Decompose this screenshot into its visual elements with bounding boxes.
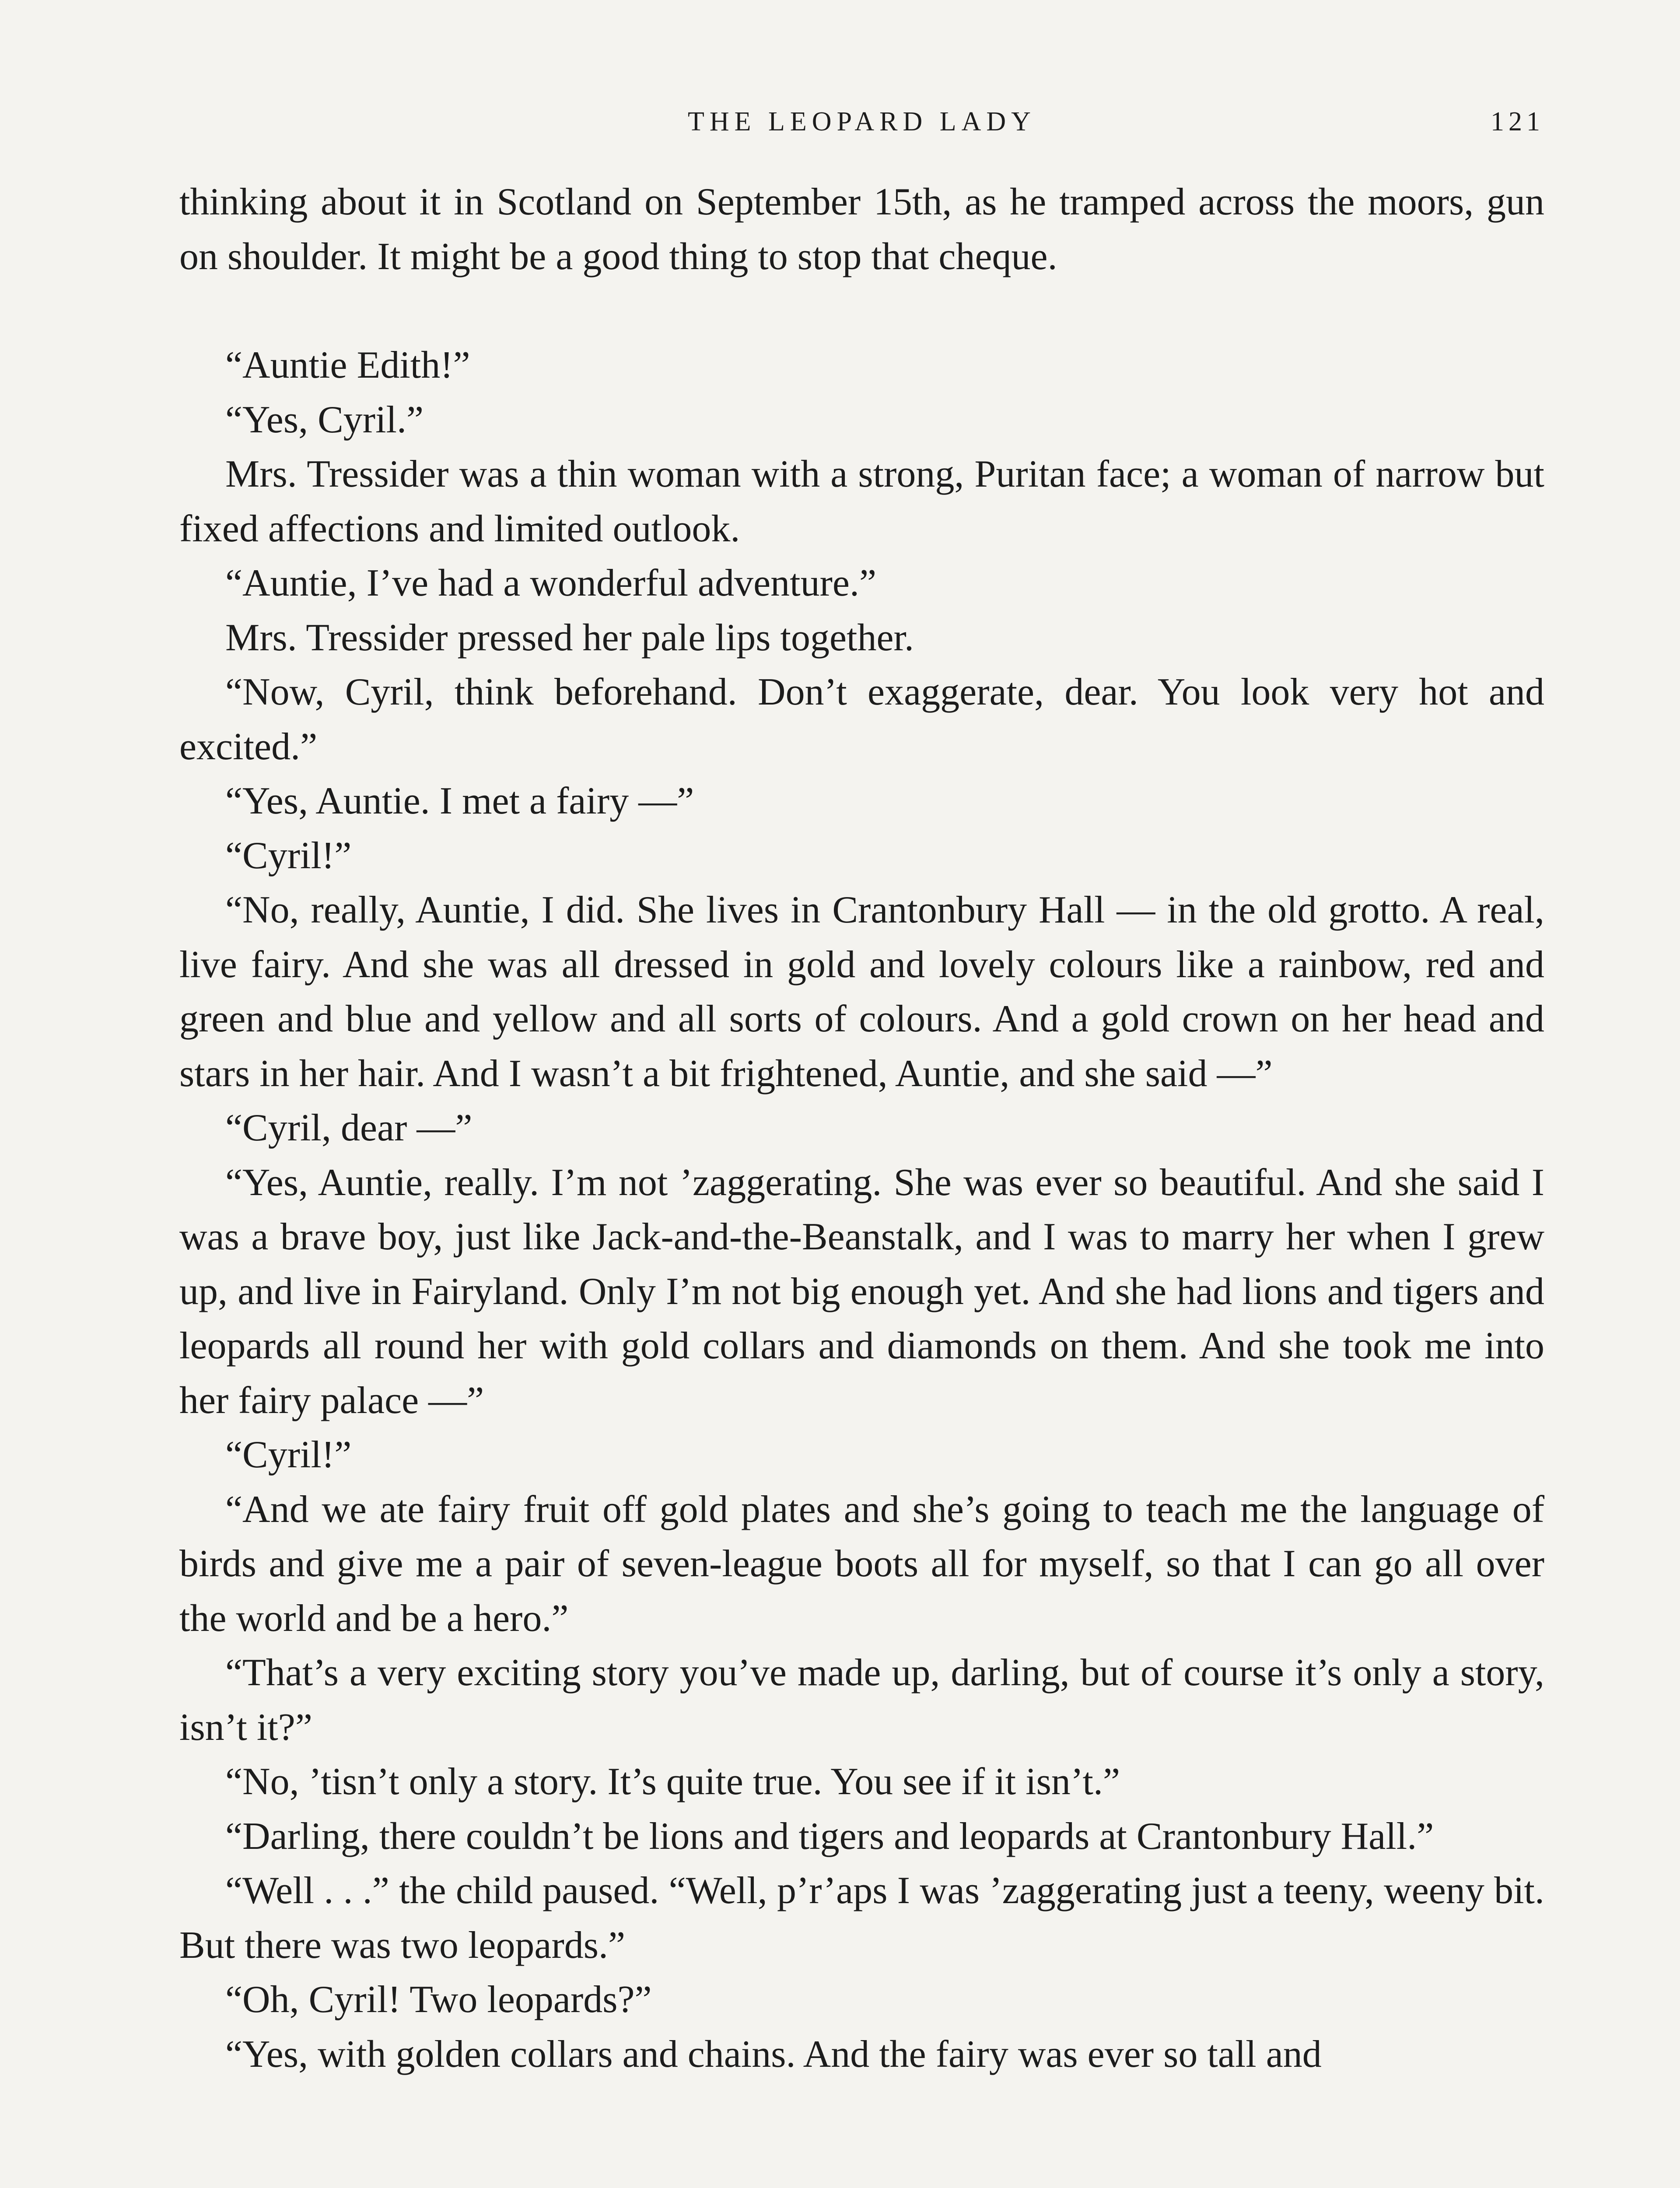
paragraph: “Yes, Auntie. I met a fairy —”	[225, 780, 694, 822]
paragraph: “Cyril!”	[225, 1434, 352, 1476]
page-header	[179, 100, 1544, 152]
paragraph: “No, ’tisn’t only a story. It’s quite true. You see if it isn’t.”	[225, 1760, 1120, 1803]
paragraph: thinking about it in Scotland on September 15th, as he tramped across the moors, gun on shoulder. It might be a good thing to stop that cheque.	[179, 181, 1544, 278]
paragraph: “Yes, Auntie, really. I’m not ’zaggerating. She was ever so beautiful. And she said I was a brave boy, just like Jack-and-the-Beanstalk, and I was to marry her when I grew up, and live in Fairyland. Only I’m not big enough yet. And she had lions and tigers and leopards all round her with gold collars and diamonds on them. And she took me into her fairy palace —”	[179, 1161, 1544, 1422]
paragraph: Mrs. Tressider pressed her pale lips together.	[225, 616, 914, 659]
paragraph: “Cyril, dear —”	[225, 1107, 472, 1149]
body-text	[179, 175, 1544, 2082]
paragraph: “And we ate fairy fruit off gold plates and she’s going to teach me the language of birds and give me a pair of seven-league boots all for myself, so that I can go all over the world and be a hero.”	[179, 1488, 1544, 1640]
paragraph: “Well . . .” the child paused. “Well, p’r’aps I was ’zaggerating just a teeny, weeny bit. But there was two leopards.”	[179, 1869, 1544, 1967]
paragraph: Mrs. Tressider was a thin woman with a strong, Puritan face; a woman of narrow but fixed affections and limited outlook.	[179, 453, 1544, 550]
page-number: 121	[1491, 107, 1544, 137]
paragraph: “Yes, with golden collars and chains. And the fairy was ever so tall and	[225, 2033, 1322, 2076]
paragraph: “Auntie Edith!”	[225, 344, 470, 386]
paragraph: “Auntie, I’ve had a wonderful adventure.”	[225, 562, 877, 604]
paragraph: “No, really, Auntie, I did. She lives in Crantonbury Hall — in the old grotto. A real, live fairy. And she was all dressed in gold and lovely colours like a rainbow, red and green and blue and yellow and all sorts of colours. And a gold crown on her head and stars in her hair. And I wasn’t a bit frightened, Auntie, and she said —”	[179, 889, 1544, 1095]
paragraph: “That’s a very exciting story you’ve made up, darling, but of course it’s only a story, isn’t it?”	[179, 1652, 1544, 1749]
paragraph: “Oh, Cyril! Two leopards?”	[225, 1978, 652, 2021]
paragraph: “Cyril!”	[225, 834, 352, 877]
section-break	[179, 284, 1544, 338]
paragraph: “Darling, there couldn’t be lions and tigers and leopards at Crantonbury Hall.”	[225, 1815, 1434, 1858]
paragraph: “Now, Cyril, think beforehand. Don’t exaggerate, dear. You look very hot and excited.”	[179, 671, 1544, 768]
running-title: THE LEOPARD LADY	[688, 107, 1036, 137]
paragraph: “Yes, Cyril.”	[225, 398, 424, 441]
